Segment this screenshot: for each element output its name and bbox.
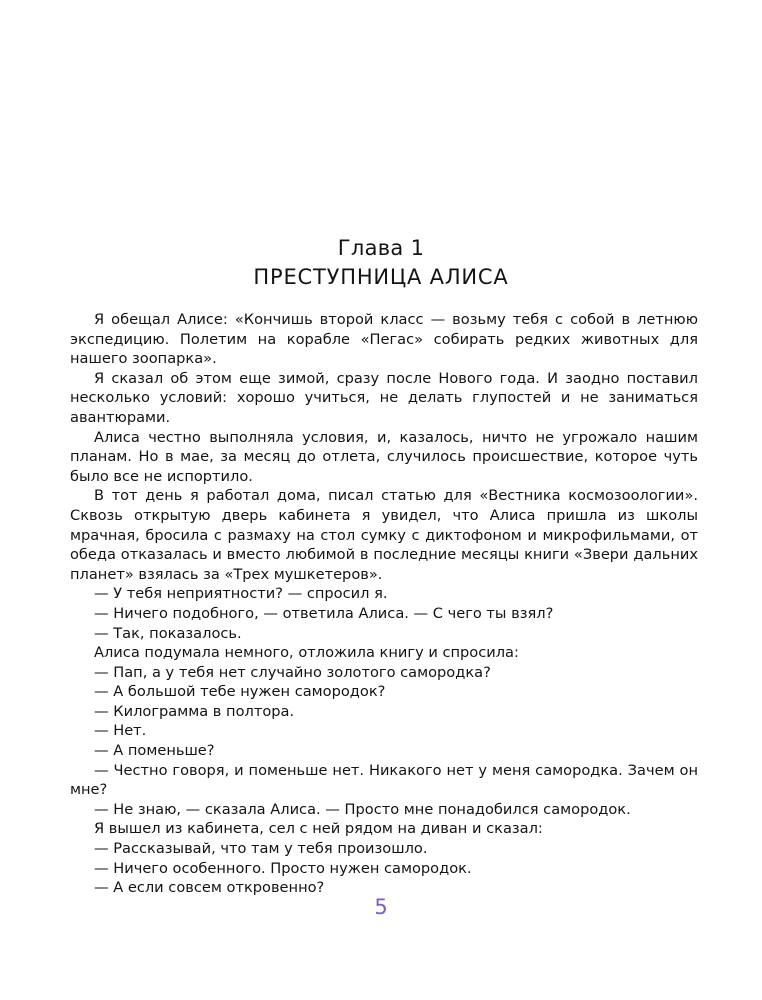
paragraph: В тот день я работал дома, писал статью для «Вестника космозоологии». Сквозь открытую дверь кабинета я увидел, что Алиса пришла из школы мрачная, бросила с размаху на стол сумку с диктофоном и микрофильмами, от обеда отказалась и вместо любимой в последние месяцы книги «Звери дальних планет» взялась за «Трех мушкетеров». [70,487,698,583]
chapter-number: Глава 1 [337,236,425,260]
dialogue-line: — Так, показалось. [94,624,242,642]
chapter-title: ПРЕСТУПНИЦА АЛИСА [253,265,509,289]
dialogue-line: — Рассказывай, что там у тебя произошло. [94,840,428,858]
dialogue-line: — Нет. [94,722,147,740]
dialogue-line: — У тебя неприятности? — спросил я. [94,585,388,603]
dialogue-line: — А поменьше? [94,742,215,760]
dialogue-line: — Ничего особенного. Просто нужен самородок. [94,859,472,877]
dialogue-line: — Честно говоря, и поменьше нет. Никакого нет у меня самородка. Зачем он мне? [70,761,698,799]
dialogue-line: — Не знаю, — сказала Алиса. — Просто мне понадобился самородок. [94,800,631,818]
chapter-body [70,310,698,898]
paragraph: Я вышел из кабинета, сел с ней рядом на диван и сказал: [94,820,543,838]
dialogue-line: — А если совсем откровенно? [94,879,325,897]
chapter-heading [0,234,762,292]
dialogue-line: — Килограмма в полтора. [94,702,295,720]
paragraph: Я обещал Алисе: «Кончишь второй класс — возьму тебя с собой в летнюю экспедицию. Полетим на корабле «Пегас» собирать редких животных для нашего зоопарка». [70,311,698,368]
dialogue-line: — Пап, а у тебя нет случайно золотого самородка? [94,663,491,681]
dialogue-line: — А большой тебе нужен самородок? [94,683,386,701]
paragraph: Алиса подумала немного, отложила книгу и спросила: [94,644,519,662]
paragraph: Я сказал об этом еще зимой, сразу после Нового года. И заодно поставил несколько условий: хорошо учиться, не делать глупостей и не заниматься авантюрами. [70,369,698,426]
dialogue-line: — Ничего подобного, — ответила Алиса. — С чего ты взял? [94,604,554,622]
page-number: 5 [374,895,388,919]
paragraph: Алиса честно выполняла условия, и, казалось, ничто не угрожало нашим планам. Но в мае, за месяц до отлета, случилось происшествие, которое чуть было все не испортило. [70,428,698,485]
